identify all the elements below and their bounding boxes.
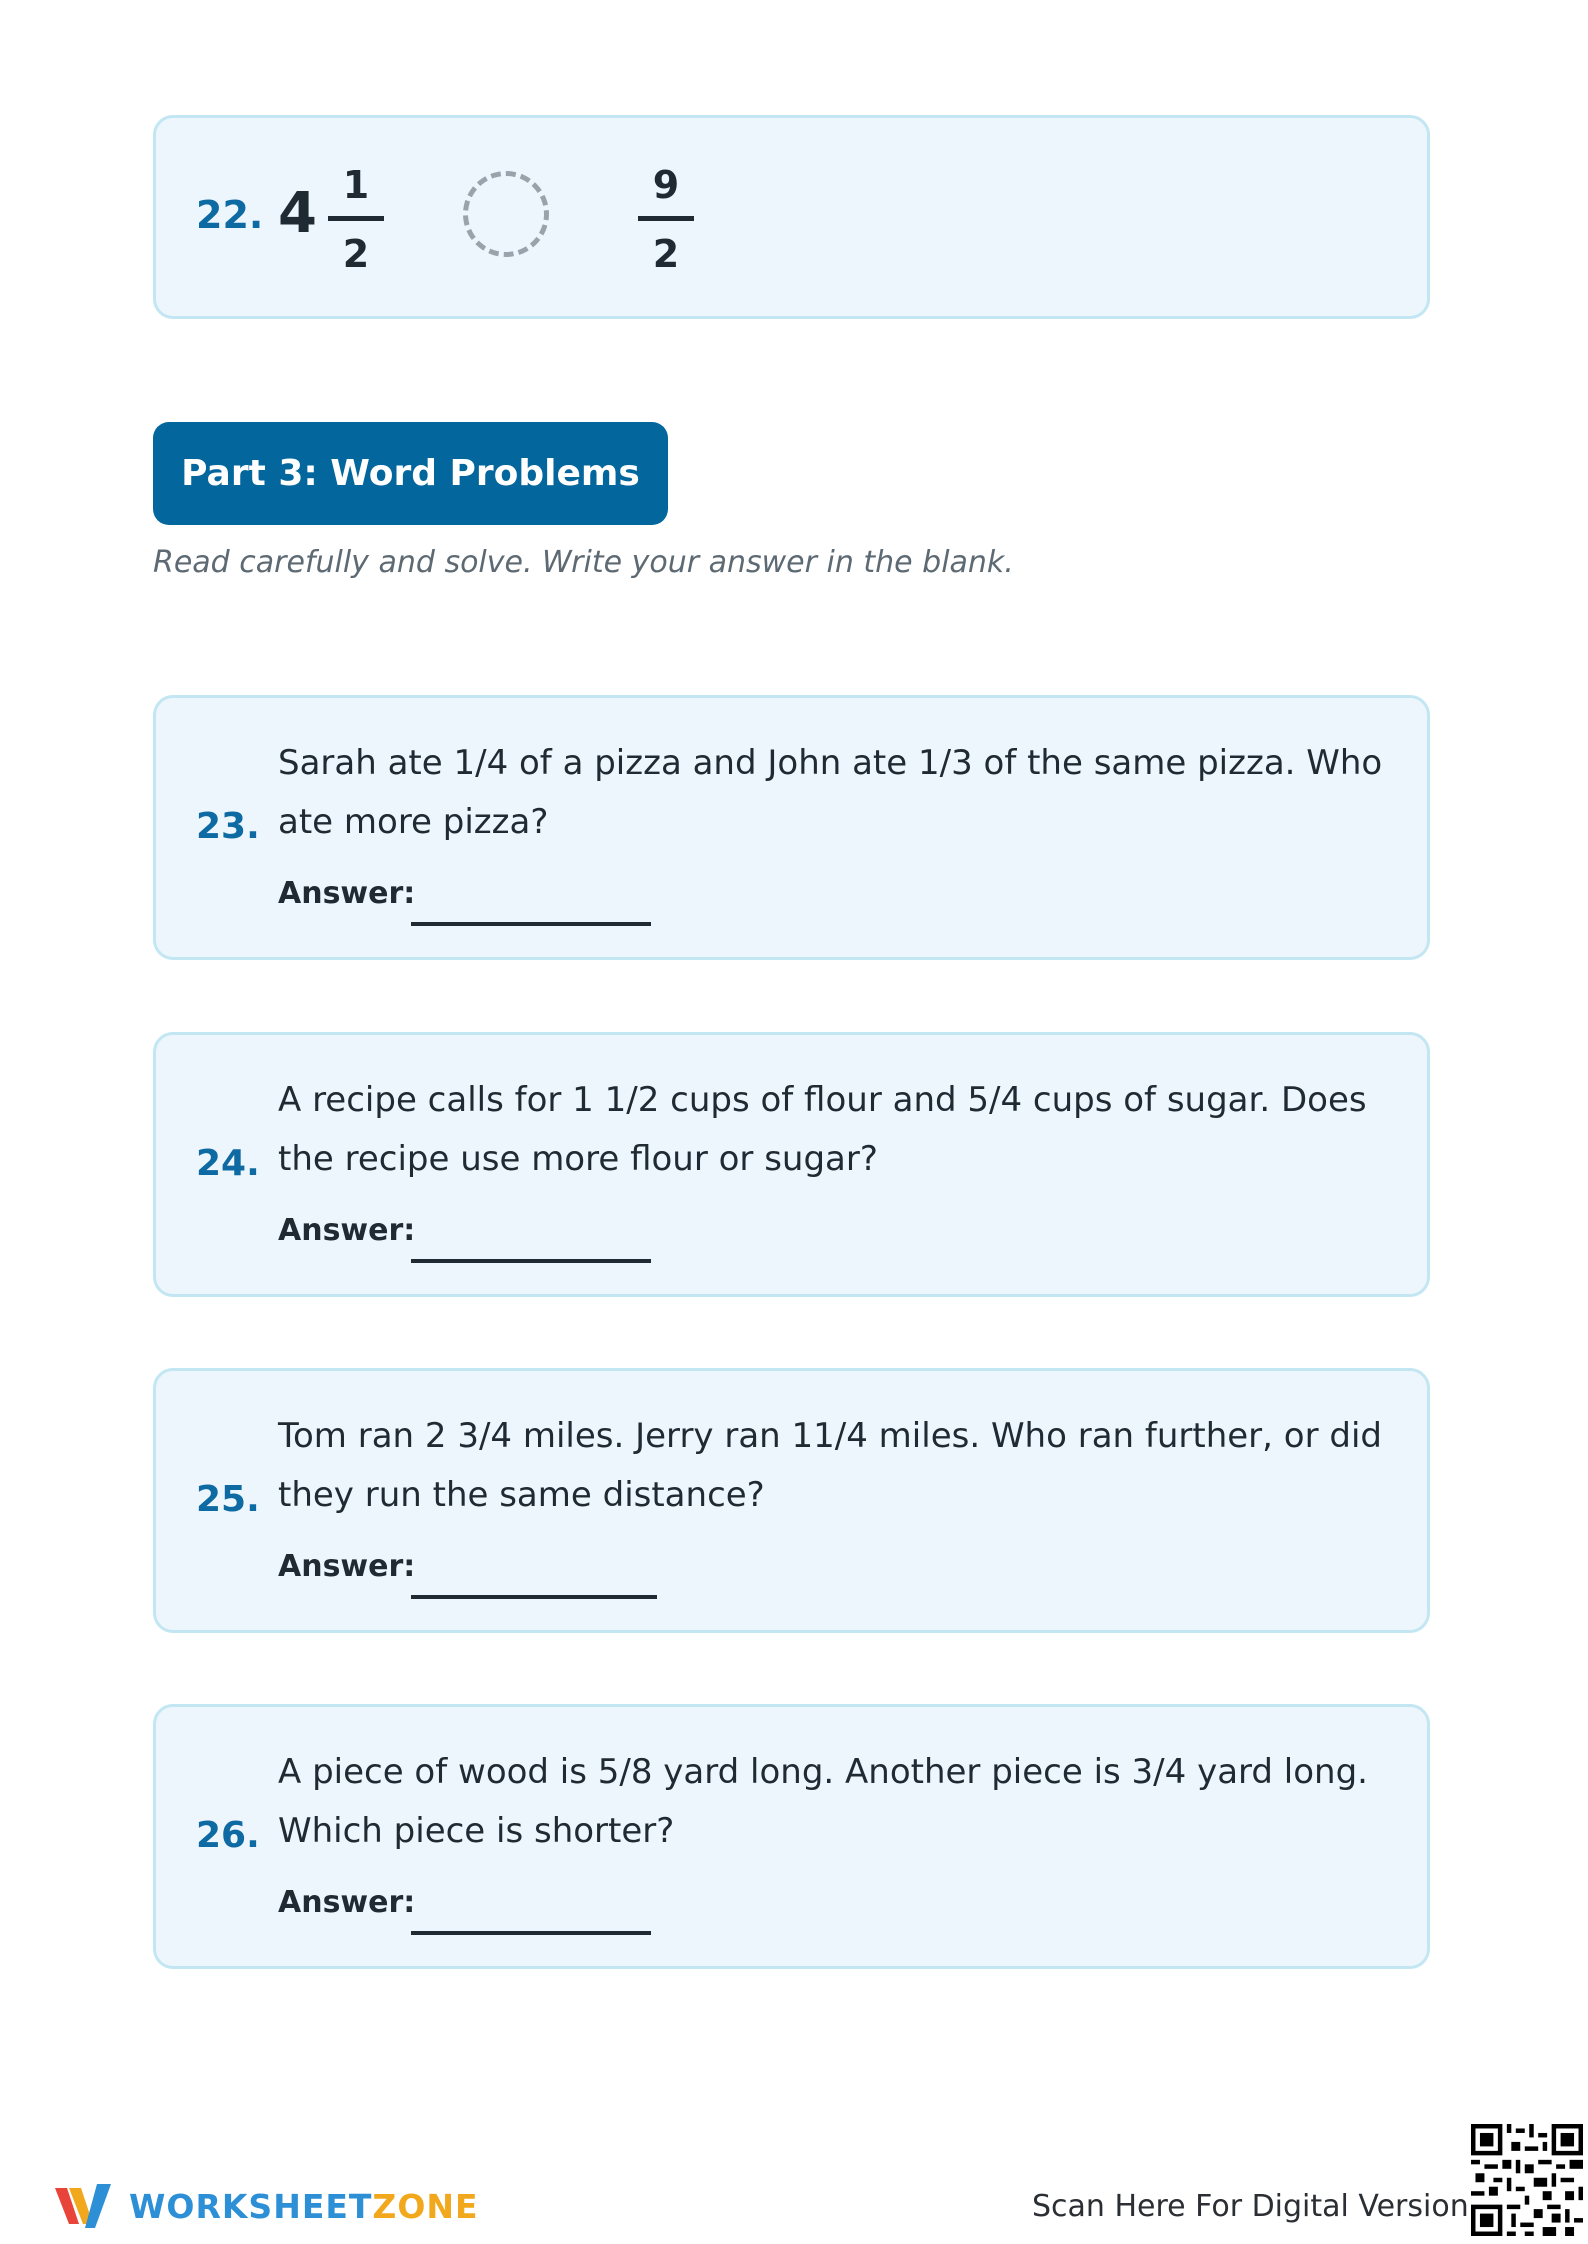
question-number: 25. bbox=[196, 1479, 260, 1520]
scan-prompt: Scan Here For Digital Version bbox=[1032, 2189, 1469, 2224]
question-text: A recipe calls for 1 1/2 cups of flour and 5/4 cups of sugar. Does the recipe use more flour or sugar? bbox=[278, 1080, 1367, 1179]
worksheetzone-logo-icon bbox=[55, 2180, 115, 2232]
question-24-card bbox=[153, 1032, 1430, 1297]
question-text: Tom ran 2 3/4 miles. Jerry ran 11/4 miles. Who ran further, or did they run the same distance? bbox=[278, 1416, 1382, 1515]
question-26-card bbox=[153, 1704, 1430, 1969]
right-denominator: 2 bbox=[652, 232, 680, 276]
section-instructions: Read carefully and solve. Write your answer in the blank. bbox=[153, 545, 1014, 580]
fraction-bar bbox=[638, 216, 694, 221]
question-23-card bbox=[153, 695, 1430, 960]
answer-label: Answer: bbox=[278, 1549, 416, 1584]
left-numerator: 1 bbox=[342, 163, 370, 207]
right-fraction bbox=[638, 163, 694, 276]
mixed-number-whole: 4 bbox=[278, 181, 317, 246]
question-text: A piece of wood is 5/8 yard long. Another piece is 3/4 yard long. Which piece is shorter? bbox=[278, 1752, 1368, 1851]
qr-code-icon[interactable] bbox=[1471, 2124, 1583, 2236]
right-numerator: 9 bbox=[652, 163, 680, 207]
comparison-answer-circle[interactable] bbox=[463, 171, 549, 257]
answer-label: Answer: bbox=[278, 1213, 416, 1248]
question-number: 24. bbox=[196, 1143, 260, 1184]
question-number: 23. bbox=[196, 806, 260, 847]
answer-blank[interactable] bbox=[411, 1595, 657, 1599]
question-25-card bbox=[153, 1368, 1430, 1633]
left-fraction bbox=[328, 163, 384, 276]
question-number: 22. bbox=[196, 193, 264, 237]
answer-blank[interactable] bbox=[411, 1259, 651, 1263]
left-denominator: 2 bbox=[342, 232, 370, 276]
answer-blank[interactable] bbox=[411, 1931, 651, 1935]
question-text: Sarah ate 1/4 of a pizza and John ate 1/3 of the same pizza. Who ate more pizza? bbox=[278, 743, 1383, 842]
question-22-card bbox=[153, 115, 1430, 319]
brand-name-part1: WORKSHEET bbox=[129, 2186, 373, 2226]
section-title-badge: Part 3: Word Problems bbox=[153, 422, 668, 525]
answer-label: Answer: bbox=[278, 876, 416, 911]
brand-logo bbox=[55, 2180, 479, 2232]
fraction-bar bbox=[328, 216, 384, 221]
brand-name bbox=[129, 2187, 479, 2226]
answer-label: Answer: bbox=[278, 1885, 416, 1920]
question-number: 26. bbox=[196, 1815, 260, 1856]
brand-name-part2: ZONE bbox=[372, 2186, 479, 2226]
answer-blank[interactable] bbox=[411, 922, 651, 926]
